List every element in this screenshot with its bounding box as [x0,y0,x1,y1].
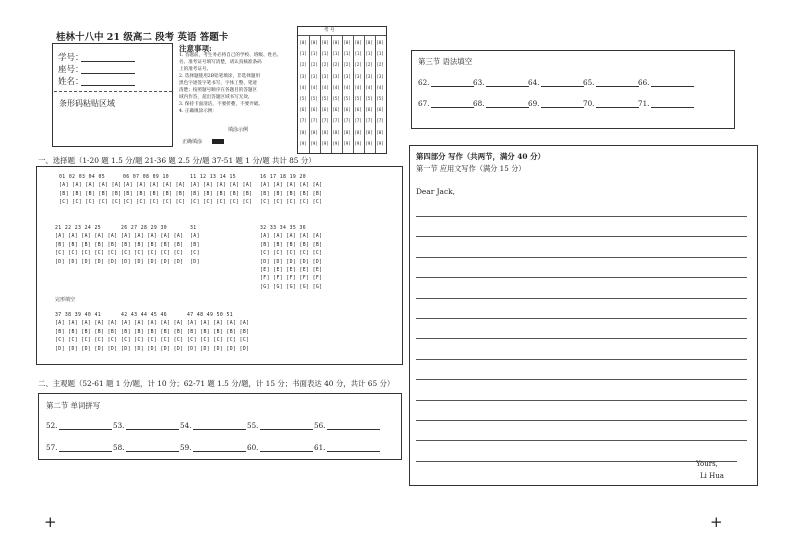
id-digit-bubble[interactable]: [5] [310,96,318,101]
question-number: 54. [180,421,192,430]
writing-line [416,277,747,278]
bubble-row[interactable]: [B] [B] [B] [B] [B] [59,191,122,197]
answer-blank[interactable] [541,107,584,108]
id-digit-bubble[interactable]: [9] [354,140,362,146]
writing-line [416,236,747,237]
group-numbers: 37 38 39 40 41 [55,313,102,318]
bubble-row[interactable]: [B] [B] [B] [B] [B] [260,191,323,197]
id-digit-bubble[interactable]: [4] [310,84,318,90]
answer-blank[interactable] [193,429,246,430]
bubble-row[interactable]: [D] [190,259,200,265]
notes-list [179,52,281,115]
bubble-row[interactable]: [C] [C] [C] [C] [C] [260,200,323,206]
id-digit-bubble[interactable]: [0] [343,40,351,45]
choice-group-37-41[interactable] [55,312,117,354]
question-number: 60. [247,443,259,452]
bubble-row[interactable]: [B] [B] [B] [B] [B] [260,242,323,248]
bubble-row[interactable]: [G] [G] [G] [G] [G] [260,284,323,290]
question-number: 66. [638,78,650,87]
id-digit-bubble[interactable]: [0] [365,40,373,45]
id-digit-bubble[interactable]: [5] [365,96,373,101]
id-digit-bubble[interactable]: [2] [354,62,362,68]
notes-title: 注意事项: [179,44,212,53]
barcode-label: 条形码粘贴区域 [59,99,115,108]
id-digit-bubble[interactable]: [8] [376,129,384,135]
exam-id-header: 考 号 [324,28,335,33]
bubble-row[interactable]: [C] [C] [C] [C] [C] [55,338,118,344]
writing-line [416,298,747,299]
id-digit-bubble[interactable]: [4] [365,84,373,90]
bubble-row[interactable]: [A] [A] [A] [A] [A] [55,321,118,327]
id-digit-bubble[interactable]: [0] [354,40,362,45]
id-digit-bubble[interactable]: [7] [299,118,307,124]
bubble-row[interactable]: [B] [190,242,200,248]
id-digit-bubble[interactable]: [8] [343,129,351,135]
id-digit-bubble[interactable]: [0] [332,40,340,45]
student-number-field[interactable] [81,61,135,62]
part4-subtitle: 第一节 应用文写作（满分 15 分） [416,164,526,173]
answer-blank[interactable] [59,429,112,430]
seat-number-field[interactable] [81,73,135,74]
id-digit-bubble[interactable]: [3] [365,73,373,79]
answer-blank[interactable] [596,107,639,108]
question-number: 69. [528,99,540,108]
choice-group-47-51[interactable] [187,312,249,354]
id-digit-bubble[interactable]: [5] [299,96,307,101]
id-digit-bubble[interactable]: [2] [299,62,307,68]
id-digit-bubble[interactable]: [5] [332,96,340,101]
id-digit-bubble[interactable]: [7] [343,118,351,124]
notes-item: 1. 答题前，考生务必将自己的学校、班级、姓名、 [179,53,282,58]
id-digit-bubble[interactable]: [8] [310,129,318,135]
bubble-row[interactable]: [D] [D] [D] [D] [D] [187,346,250,352]
bubble-row[interactable]: [A] [190,234,200,240]
group-numbers: 47 48 49 50 51 [187,313,234,318]
writing-area[interactable] [410,146,757,485]
id-digit-bubble[interactable]: [2] [310,62,318,68]
exam-id-grid [297,26,387,154]
bubble-row[interactable]: [C] [C] [C] [C] [C] [121,251,184,257]
name-field[interactable] [81,85,135,86]
id-digit-bubble[interactable]: [1] [332,51,340,57]
id-digit-bubble[interactable]: [9] [332,140,340,146]
bubble-row[interactable]: [C] [C] [C] [C] [C] [187,338,250,344]
id-digit-bubble[interactable]: [6] [332,107,340,113]
student-info-box [52,43,173,147]
group-numbers: 16 17 18 19 20 [260,175,307,180]
notes-item: 上的准考证号。 [179,67,212,72]
filled-bubble-sample [212,139,224,144]
question-number: 55. [247,421,259,430]
bubble-row[interactable]: [B] [B] [B] [B] [B] [121,242,184,248]
question-number: 65. [583,78,595,87]
question-number: 59. [180,443,192,452]
question-number: 57. [46,443,58,452]
id-digit-bubble[interactable]: [7] [332,118,340,124]
id-digit-bubble[interactable]: [5] [354,96,362,101]
id-digit-bubble[interactable]: [1] [376,51,384,57]
bubble-row[interactable]: [A] [A] [A] [A] [A] [59,183,122,189]
id-digit-bubble[interactable]: [5] [376,96,384,101]
bubble-row[interactable]: [A] [A] [A] [A] [A] [55,234,118,240]
id-digit-bubble[interactable]: [4] [343,84,351,90]
choice-group-16-20[interactable] [260,174,322,208]
cloze-subheading: 完形填空 [55,297,76,303]
bubble-row[interactable]: [C] [C] [C] [C] [C] [260,251,323,257]
bubble-row[interactable]: [B] [B] [B] [B] [B] [187,329,250,335]
letter-signature: Li Hua [700,472,724,480]
question-number: 58. [113,443,125,452]
answer-blank[interactable] [126,429,179,430]
word-spelling-box [38,393,402,460]
bubble-row[interactable]: [D] [D] [D] [D] [D] [55,346,118,352]
bubble-row[interactable]: [D] [D] [D] [D] [D] [121,346,184,352]
writing-line [416,338,747,339]
id-digit-bubble[interactable]: [1] [354,51,362,57]
bubble-row[interactable]: [A] [A] [A] [A] [A] [123,183,186,189]
id-digit-bubble[interactable]: [3] [343,73,351,79]
answer-blank[interactable] [327,451,380,452]
id-digit-bubble[interactable]: [8] [332,129,340,135]
id-digit-bubble[interactable]: [6] [354,107,362,113]
answer-blank[interactable] [59,451,112,452]
writing-line [416,400,747,401]
answer-blank[interactable] [651,107,694,108]
group-numbers: 11 12 13 14 15 [190,175,237,180]
writing-box [409,145,758,486]
question-number: 63. [473,78,485,87]
bubble-row[interactable]: [E] [E] [E] [E] [E] [260,267,323,273]
answer-blank[interactable] [541,86,584,87]
group-numbers: 31 [190,226,197,231]
id-digit-bubble[interactable]: [2] [365,62,373,68]
notes-item: 名、准考证号填写清楚，请认真核准条码 [179,60,262,65]
id-digit-bubble[interactable]: [3] [321,73,329,79]
bubble-row[interactable]: [A] [A] [A] [A] [A] [190,183,253,189]
question-number: 56. [314,421,326,430]
id-digit-bubble[interactable]: [9] [343,140,351,146]
choice-group-26-30[interactable] [121,225,183,267]
id-digit-bubble[interactable]: [6] [310,107,318,113]
page-title: 桂林十八中 21 级高二 段考 英语 答题卡 [56,32,229,43]
id-digit-bubble[interactable]: [9] [321,140,329,146]
group-numbers: 42 43 44 45 46 [121,313,168,318]
bubble-row[interactable]: [C] [C] [C] [C] [C] [55,251,118,257]
student-number-label: 学号： [58,53,84,63]
choice-group-6-10[interactable] [123,174,185,208]
id-digit-bubble[interactable]: [2] [321,62,329,68]
id-digit-bubble[interactable]: [9] [310,140,318,146]
barcode-divider [54,91,172,92]
id-digit-bubble[interactable]: [4] [354,84,362,90]
answer-blank[interactable] [651,86,694,87]
group-numbers: 01 02 03 04 05 [59,175,106,180]
letter-closing: Yours, [696,460,718,468]
id-digit-bubble[interactable]: [9] [376,140,384,146]
id-digit-bubble[interactable]: [5] [321,96,329,101]
bubble-row[interactable]: [B] [B] [B] [B] [B] [190,191,253,197]
id-digit-bubble[interactable]: [5] [343,96,351,101]
choice-group-42-46[interactable] [121,312,183,354]
notes-item: 3. 保持卡面清洁，不要折叠、不要弄破。 [179,102,263,107]
id-digit-bubble[interactable]: [7] [376,118,384,124]
id-digit-bubble[interactable]: [0] [321,40,329,45]
answer-blank[interactable] [486,107,529,108]
part2-title: 第二节 单词拼写 [46,401,101,410]
id-digit-bubble[interactable]: [3] [354,73,362,79]
id-digit-bubble[interactable]: [4] [321,84,329,90]
name-label: 姓名： [58,77,84,87]
id-digit-bubble[interactable]: [3] [310,73,318,79]
id-digit-bubble[interactable]: [7] [365,118,373,124]
id-digit-bubble[interactable]: [4] [376,84,384,90]
id-digit-bubble[interactable]: [3] [332,73,340,79]
bubble-row[interactable]: [B] [B] [B] [B] [B] [55,242,118,248]
part3-title: 第三节 语法填空 [418,57,473,66]
id-digit-bubble[interactable]: [8] [321,129,329,135]
id-digit-bubble[interactable]: [9] [365,140,373,146]
id-digit-bubble[interactable]: [1] [343,51,351,57]
id-digit-bubble[interactable]: [3] [376,73,384,79]
id-digit-bubble[interactable]: [6] [321,107,329,113]
question-number: 53. [113,421,125,430]
group-numbers: 21 22 23 24 25 [55,226,102,231]
section2-title: 二、主观题（52-61 题 1 分/题，计 10 分；62-71 题 1.5 分/题，计 15 分；书面表达 40 分，共计 65 分） [38,379,395,388]
notes-item: 清楚；按照题号顺序在各题目的答题区 [179,88,258,93]
id-digit-bubble[interactable]: [1] [310,51,318,57]
id-digit-bubble[interactable]: [1] [365,51,373,57]
notes-item: 4. 正确填涂示例： [179,109,218,114]
id-digit-bubble[interactable]: [0] [299,40,307,45]
bubble-row[interactable]: [C] [C] [C] [C] [C] [121,338,184,344]
id-digit-bubble[interactable]: [7] [354,118,362,124]
id-digit-bubble[interactable]: [9] [299,140,307,146]
answer-blank[interactable] [193,451,246,452]
id-digit-bubble[interactable]: [1] [321,51,329,57]
bubble-row[interactable]: [A] [A] [A] [A] [A] [260,183,323,189]
section1-title: 一、选择题（1-20 题 1.5 分/题 21-36 题 2.5 分/题 37-51 题 1 分/题 共计 85 分） [38,156,316,165]
writing-line [416,318,747,319]
choice-group-1-5[interactable] [59,174,121,208]
answer-blank[interactable] [260,429,313,430]
answer-blank[interactable] [327,429,380,430]
grammar-fill-box [411,50,735,129]
answer-blank[interactable] [260,451,313,452]
seat-number-label: 座号： [58,65,84,75]
writing-line [416,461,737,462]
answer-blank[interactable] [486,86,529,87]
bubble-row[interactable]: [B] [B] [B] [B] [B] [123,191,186,197]
id-digit-bubble[interactable]: [3] [299,73,307,79]
choice-group-32-36[interactable] [260,225,322,292]
bubble-row[interactable]: [D] [D] [D] [D] [D] [55,259,118,265]
bubble-row[interactable]: [C] [190,251,200,257]
bubble-row[interactable]: [A] [A] [A] [A] [A] [187,321,250,327]
question-number: 62. [418,78,430,87]
bubble-row[interactable]: [B] [B] [B] [B] [B] [121,329,184,335]
answer-blank[interactable] [431,86,474,87]
id-digit-bubble[interactable]: [6] [365,107,373,113]
id-digit-bubble[interactable]: [6] [299,107,307,113]
part4-title: 第四部分 写作（共两节，满分 40 分） [416,152,545,161]
bubble-row[interactable]: [C] [C] [C] [C] [C] [123,200,186,206]
choice-group-11-15[interactable] [190,174,252,208]
id-digit-bubble[interactable]: [7] [321,118,329,124]
answer-blank[interactable] [431,107,474,108]
sample-label: 填涂示例 [228,127,249,133]
bubble-row[interactable]: [F] [F] [F] [F] [F] [260,276,323,282]
notes-item: 2. 选择题使用2B铅笔填涂，非选择题用 [179,74,261,79]
multiple-choice-box [36,166,403,365]
bubble-row[interactable]: [C] [C] [C] [C] [C] [59,200,122,206]
notes-item: 黑色字迹签字笔书写，字体工整、笔迹 [179,81,258,86]
bubble-row[interactable]: [D] [D] [D] [D] [D] [121,259,184,265]
group-numbers: 32 33 34 35 36 [260,226,307,231]
writing-line [416,440,747,441]
writing-line [416,420,747,421]
id-digit-bubble[interactable]: [6] [376,107,384,113]
choice-group-21-25[interactable] [55,225,117,267]
id-digit-bubble[interactable]: [0] [376,40,384,45]
letter-greeting: Dear Jack, [416,187,455,196]
bubble-row[interactable]: [B] [B] [B] [B] [B] [55,329,118,335]
choice-group-31[interactable] [190,225,200,267]
bubble-row[interactable]: [A] [A] [A] [A] [A] [121,234,184,240]
question-number: 70. [583,99,595,108]
correct-fill-label: 正确填涂 [182,139,203,145]
writing-line [416,359,747,360]
question-number: 64. [528,78,540,87]
question-number: 52. [46,421,58,430]
id-digit-bubble[interactable]: [7] [310,118,318,124]
group-numbers: 26 27 28 29 30 [121,226,168,231]
bubble-row[interactable]: [C] [C] [C] [C] [C] [190,200,253,206]
id-digit-bubble[interactable]: [4] [299,84,307,90]
question-number: 71. [638,99,650,108]
registration-mark-right: + [710,513,723,531]
id-digit-bubble[interactable]: [6] [343,107,351,113]
id-digit-bubble[interactable]: [8] [354,129,362,135]
writing-line [416,216,747,217]
bubble-row[interactable]: [A] [A] [A] [A] [A] [121,321,184,327]
writing-line [416,379,747,380]
id-digit-bubble[interactable]: [4] [332,84,340,90]
answer-blank[interactable] [126,451,179,452]
question-number: 68. [473,99,485,108]
notes-item: 域内作答，超出答题区域书写无效。 [179,95,253,100]
answer-blank[interactable] [596,86,639,87]
id-digit-bubble[interactable]: [8] [365,129,373,135]
bubble-row[interactable]: [D] [D] [D] [D] [D] [260,259,323,265]
bubble-row[interactable]: [A] [A] [A] [A] [A] [260,234,323,240]
question-number: 61. [314,443,326,452]
registration-mark-left: + [44,513,57,531]
id-digit-bubble[interactable]: [2] [343,62,351,68]
question-number: 67. [418,99,430,108]
group-numbers: 06 07 08 09 10 [123,175,170,180]
id-digit-bubble[interactable]: [8] [299,129,307,135]
writing-line [416,257,747,258]
id-digit-bubble[interactable]: [0] [310,40,318,45]
id-digit-bubble[interactable]: [2] [376,62,384,68]
id-digit-bubble[interactable]: [1] [299,51,307,57]
id-digit-bubble[interactable]: [2] [332,62,340,68]
